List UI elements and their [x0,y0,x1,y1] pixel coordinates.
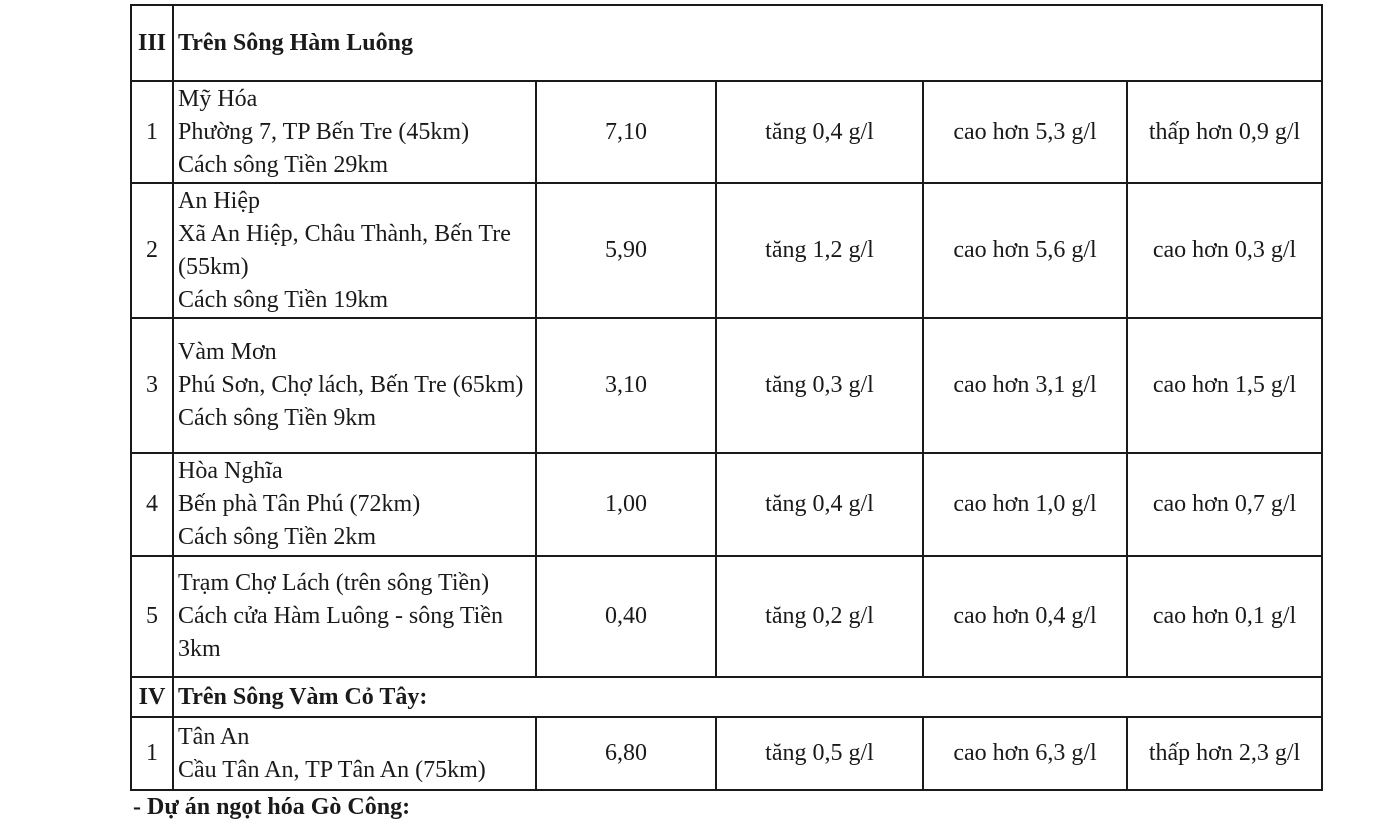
compare-a: cao hơn 6,3 g/l [923,717,1127,790]
station-cell [173,81,536,183]
section-row-iii [131,5,1322,81]
station-distance: Cách sông Tiền 29km [178,151,389,178]
station-cell [173,556,536,677]
station-name: Trạm Chợ Lách (trên sông Tiền) [178,570,490,596]
station-name: Vàm Mơn [178,339,277,365]
row-number: 2 [131,183,173,318]
salinity-change: tăng 0,2 g/l [716,556,923,677]
row-number: 5 [131,556,173,677]
station-cell [173,717,536,790]
compare-b: thấp hơn 0,9 g/l [1127,81,1322,183]
row-number: 3 [131,318,173,453]
compare-a: cao hơn 5,3 g/l [923,81,1127,183]
station-distance: Cách sông Tiền 19km [178,286,389,313]
section-title: Trên Sông Vàm Cỏ Tây: [173,677,1322,717]
compare-a: cao hơn 5,6 g/l [923,183,1127,318]
compare-b: cao hơn 0,1 g/l [1127,556,1322,677]
row-number: 1 [131,81,173,183]
station-distance: Cách sông Tiền 2km [178,524,377,550]
salinity-value: 0,40 [536,556,716,677]
compare-b: thấp hơn 2,3 g/l [1127,717,1322,790]
station-address: Xã An Hiệp, Châu Thành, Bến Tre (55km) [178,220,511,280]
salinity-change: tăng 0,4 g/l [716,81,923,183]
salinity-value: 1,00 [536,453,716,556]
station-cell [173,183,536,318]
station-address: Cầu Tân An, TP Tân An (75km) [178,756,486,783]
compare-b: cao hơn 1,5 g/l [1127,318,1322,453]
salinity-value: 6,80 [536,717,716,790]
station-address: Bến phà Tân Phú (72km) [178,491,421,517]
section-index: IV [131,677,173,717]
station-name: Hòa Nghĩa [178,458,283,484]
row-number: 1 [131,717,173,790]
salinity-change: tăng 0,5 g/l [716,717,923,790]
section-title: Trên Sông Hàm Luông [173,5,1322,81]
station-address: Cách cửa Hàm Luông - sông Tiền 3km [178,603,503,662]
row-number: 4 [131,453,173,556]
salinity-change: tăng 0,3 g/l [716,318,923,453]
salinity-value: 7,10 [536,81,716,183]
station-distance: Cách sông Tiền 9km [178,405,377,431]
salinity-change: tăng 0,4 g/l [716,453,923,556]
station-cell [173,318,536,453]
table-row [131,556,1322,677]
compare-a: cao hơn 1,0 g/l [923,453,1127,556]
salinity-change: tăng 1,2 g/l [716,183,923,318]
station-cell [173,453,536,556]
salinity-table [130,4,1323,791]
section-index: III [131,5,173,81]
table-row [131,318,1322,453]
salinity-value: 3,10 [536,318,716,453]
compare-a: cao hơn 3,1 g/l [923,318,1127,453]
section-note: - Dự án ngọt hóa Gò Công: [133,794,411,820]
station-address: Phú Sơn, Chợ lách, Bến Tre (65km) [178,372,524,398]
salinity-value: 5,90 [536,183,716,318]
compare-b: cao hơn 0,7 g/l [1127,453,1322,556]
station-name: An Hiệp [178,187,260,214]
table-row [131,81,1322,183]
table-row [131,717,1322,790]
table-row [131,453,1322,556]
compare-a: cao hơn 0,4 g/l [923,556,1127,677]
station-name: Tân An [178,723,250,750]
compare-b: cao hơn 0,3 g/l [1127,183,1322,318]
station-address: Phường 7, TP Bến Tre (45km) [178,118,470,145]
station-name: Mỹ Hóa [178,85,258,112]
table-row [131,183,1322,318]
section-row-iv [131,677,1322,717]
